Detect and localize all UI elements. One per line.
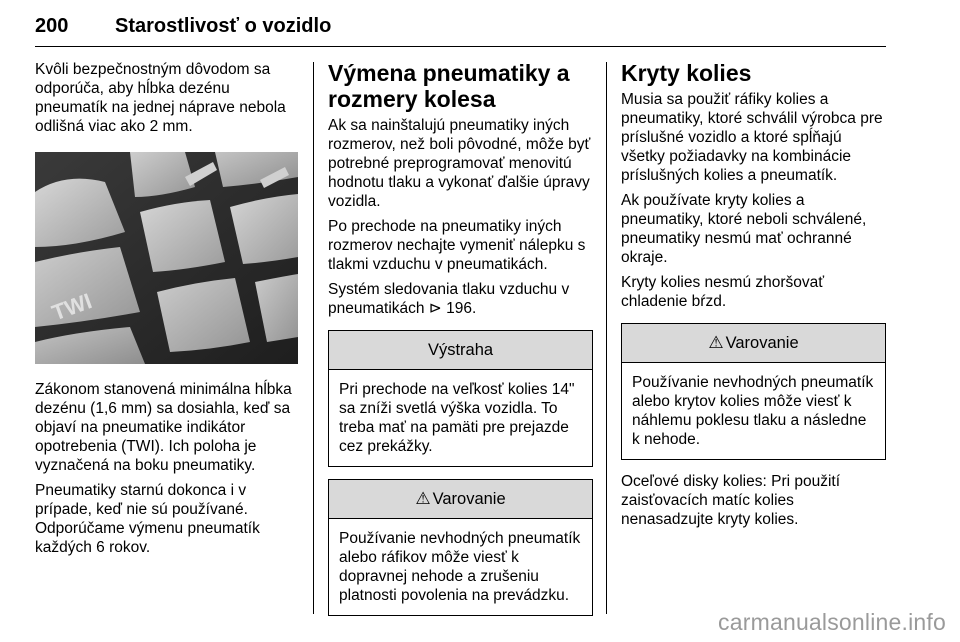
section-heading: Kryty kolies xyxy=(621,60,752,86)
page-number: 200 xyxy=(35,15,69,37)
paragraph: Kvôli bezpečnostným dôvodom sa odporúča, aby hĺbka dezénu pneumatík na jednej náprave nebola odlišná viac ako 2 mm. xyxy=(35,61,286,135)
caution-box-title: Výstraha xyxy=(329,331,592,370)
paragraph: Pneumatiky starnú dokonca i v prípade, keď nie sú používané. Odporúčame výmenu pneumatík každých 6 rokov. xyxy=(35,482,260,556)
caution-box-text: Pri prechode na veľkosť kolies 14" sa zníži svetlá výška vozidla. To treba mať na pamäti pre prejazde cez prekážky. xyxy=(339,381,575,455)
paragraph: Oceľové disky kolies: Pri použití zaisťovacích matíc kolies nenasadzujte kryty kolies. xyxy=(621,473,841,528)
column-divider xyxy=(313,62,314,614)
twi-label: TWI xyxy=(48,288,96,326)
warning-box-text: Používanie nevhodných pneumatík alebo krytov kolies môže viesť k náhlemu poklesu tlaku a následne k nehode. xyxy=(632,374,874,448)
section-heading: Výmena pneumatiky a rozmery kolesa xyxy=(328,60,570,112)
column-1 xyxy=(35,60,300,563)
paragraph: Ak používate kryty kolies a pneumatiky, ktoré neboli schválené, pneumatiky nesmú mať ochranné okraje. xyxy=(621,192,867,266)
paragraph: Ak sa nainštalujú pneumatiky iných rozmerov, než boli pôvodné, môže byť potrebné preprogramovať menovitú hodnotu tlaku a vykonať ďalšie úpravy vozidla. xyxy=(328,117,591,210)
watermark: carmanualsonline.info xyxy=(718,609,946,635)
warning-box-text: Používanie nevhodných pneumatík alebo ráfikov môže viesť k dopravnej nehode a zrušeniu platnosti povolenia na prevádzku. xyxy=(339,530,581,604)
warning-triangle-icon: ⚠ xyxy=(415,489,431,508)
page-header xyxy=(35,12,886,47)
warning-triangle-icon: ⚠ xyxy=(708,333,724,352)
column-2 xyxy=(328,60,593,628)
column-divider xyxy=(606,62,607,614)
tire-tread-image xyxy=(35,152,298,364)
paragraph: Musia sa použiť ráfiky kolies a pneumatiky, ktoré schválil výrobca pre príslušné vozidlo a ktoré spĺňajú všetky požiadavky na kombinácie príslušných kolies a pneumatík. xyxy=(621,91,883,184)
warning-box xyxy=(621,323,886,460)
paragraph: Po prechode na pneumatiky iných rozmerov nechajte vymeniť nálepku s tlakmi vzduchu v pneumatikách. xyxy=(328,218,586,273)
paragraph: Zákonom stanovená minimálna hĺbka dezénu (1,6 mm) sa dosiahla, keď sa objaví na pneumatike indikátor opotrebenia (TWI). Ich poloha je vyznačená na boku pneumatiky. xyxy=(35,381,292,474)
warning-box-header xyxy=(622,324,885,363)
warning-box-header xyxy=(329,480,592,519)
warning-box-title: Varovanie xyxy=(725,334,799,352)
warning-box-title: Varovanie xyxy=(432,490,506,508)
running-title: Starostlivosť o vozidlo xyxy=(115,15,332,37)
column-3 xyxy=(621,60,886,535)
warning-box xyxy=(328,479,593,616)
caution-box xyxy=(328,330,593,467)
paragraph: Kryty kolies nesmú zhoršovať chladenie bŕzd. xyxy=(621,274,825,310)
paragraph-with-page-ref: Systém sledovania tlaku vzduchu v pneumatikách ⊳ 196. xyxy=(328,281,570,317)
